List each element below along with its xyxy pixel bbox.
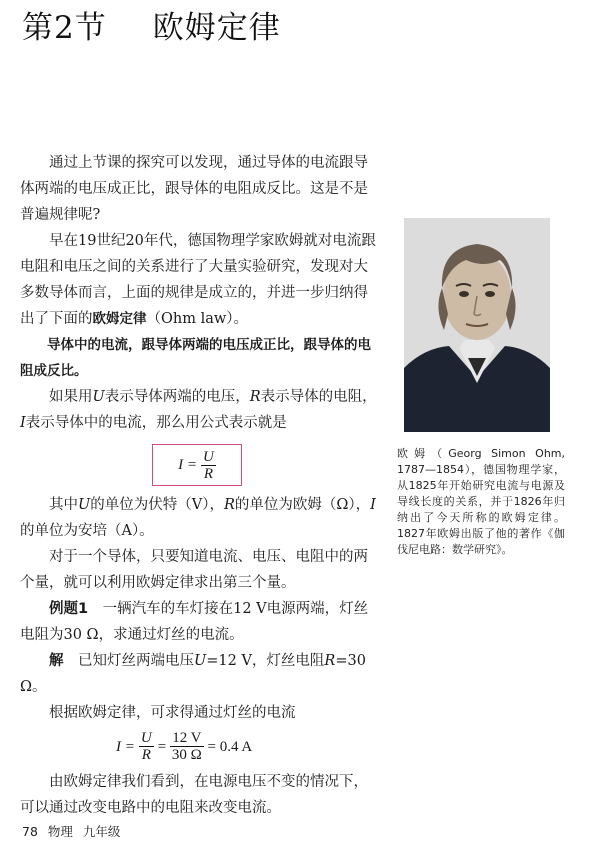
calculation-formula: I = $\frac{U}{R}$ = $\frac{12 V}{30 \Omega}$ = 0.4 A <box>116 730 253 763</box>
solution-label: 解 <box>49 653 64 669</box>
example-label: 例题1 <box>49 601 89 617</box>
section-number: 第2节 <box>22 10 107 46</box>
paragraph-units: 其中U的单位为伏特（V），R的单位为欧姆（Ω），I的单位为安培（A）。 <box>20 497 376 539</box>
paragraph-application: 对于一个导体，只要知道电流、电压、电阻中的两个量，就可以利用欧姆定律求出第三个量。 <box>20 549 368 591</box>
paragraph-calc: 根据欧姆定律，可求得通过灯丝的电流 <box>49 705 296 721</box>
footer-subject: 物理 <box>47 824 73 839</box>
paragraph-symbols: 如果用U表示导体两端的电压，R表示导体的电阻，I表示导体中的电流，那么用公式表示就是 <box>20 389 377 431</box>
portrait-image <box>404 218 550 432</box>
section-title <box>22 2 281 47</box>
section-name: 欧姆定律 <box>152 10 281 46</box>
paragraph-conclusion: 由欧姆定律我们看到，在电源电压不变的情况下，可以通过改变电路中的电阻来改变电流。 <box>20 774 368 816</box>
page-number: 78 <box>22 824 38 839</box>
footer-grade: 九年级 <box>82 824 121 839</box>
main-text <box>20 150 382 821</box>
example-1: 例题1 一辆汽车的车灯接在12 V电源两端，灯丝电阻为30 Ω，求通过灯丝的电流。 <box>20 601 369 643</box>
formula-fraction: $\frac{U}{R}$ <box>203 448 214 482</box>
ohm-law-formula: I = $\frac{U}{R}$ <box>152 444 242 486</box>
term-ohm-law: 欧姆定律 <box>92 311 147 327</box>
portrait-caption: 欧姆（Georg Simon Ohm, 1787—1854），德国物理学家，从1825年开始研究电流与电源及导线长度的关系，并于1826年归纳出了今天所称的欧姆定律。1827年欧姆出版了他的著作《伽伐尼电路：数学研究》。 <box>397 447 565 556</box>
paragraph-history: 早在19世纪20年代，德国物理学家欧姆就对电流跟电阻和电压之间的关系进行了大量实验研究，发现对大多数导体而言，上面的规律是成立的，并进一步归纳得出了下面的欧姆定律（Ohm law）。 <box>20 233 376 327</box>
solution: 解 已知灯丝两端电压U=12 V，灯丝电阻R=30 Ω。 <box>20 653 366 695</box>
ohm-law-statement: 导体中的电流，跟导体两端的电压成正比，跟导体的电阻成反比。 <box>20 337 371 379</box>
ohm-portrait <box>404 218 550 432</box>
page-footer <box>22 822 130 840</box>
paragraph-intro: 通过上节课的探究可以发现，通过导体的电流跟导体两端的电压成正比，跟导体的电阻成反比。这是不是普遍规律呢? <box>20 155 368 223</box>
